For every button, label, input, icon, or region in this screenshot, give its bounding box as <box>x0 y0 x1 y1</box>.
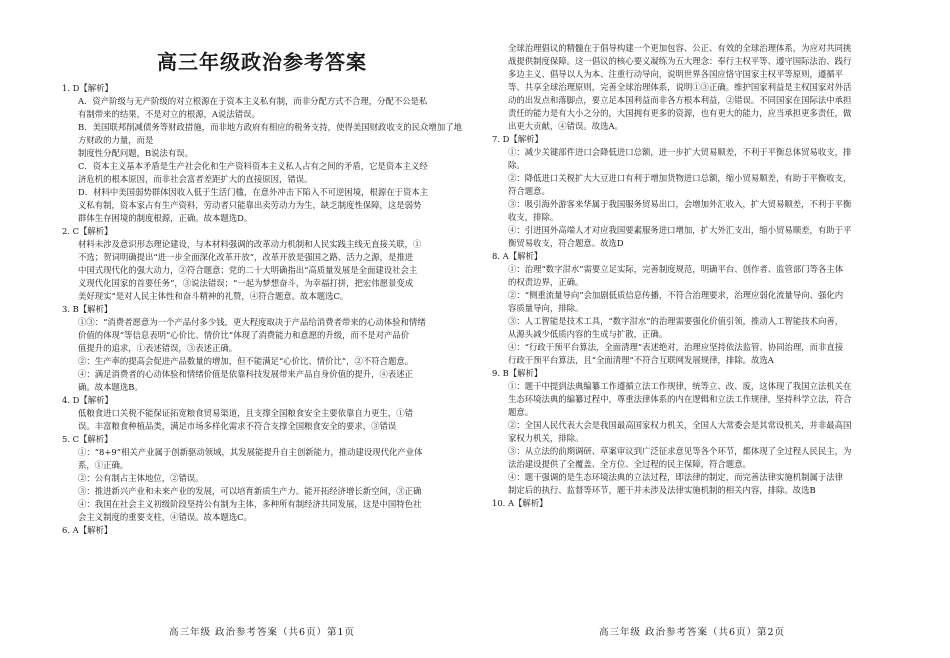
answer-line: ②：降低进口关税扩大大豆进口有利于增加货物进口总额，缩小贸易顺差，有助于平衡收支， <box>508 173 852 183</box>
answer-line: 中国式现代化的强大动力，②符合题意；党的二十大明确指出“高质量发展是全面建设社会主 <box>78 265 418 275</box>
question-number-line: 6. A【解析】 <box>62 525 113 535</box>
question-number-line: 9. B【解析】 <box>492 368 543 378</box>
answer-line: 确。故本题选B。 <box>78 382 143 392</box>
answer-line: ④：引进国外高端人才对应我国要素服务进口增加，扩大外汇支出，缩小贸易顺差，有助于平 <box>508 225 852 235</box>
answer-line: B．美国联邦削减债务等财政措施，而非地方政府有相应的税务支持，使得美国财政收支的民众增加了地方财政的力量，而是 <box>78 122 462 145</box>
answer-line: ①：治理“数字泔水”需要立足实际，完善制度规范，明确平台、创作者、监管部门等各主体 <box>508 264 844 274</box>
answer-line: 群体生存困境的制度根源，正确。故本题选D。 <box>78 213 253 223</box>
answer-line: 价值的体现”等信息表明“心价比、情价比”体现了消费能力和意愿的升级，而不是对产品价 <box>78 330 410 340</box>
footer-page-1: 高三年级 政治参考答案（共6页）第1页 <box>168 627 356 638</box>
left-answers <box>62 82 462 537</box>
answer-line: 符合题意。 <box>508 186 550 196</box>
answer-line: 多边主义、倡导以人为本、注重行动导向，说明世界各国应恪守国家主权平等原则，遵循平 <box>508 69 843 79</box>
answer-line: 法治建设提供了全覆盖、全方位、全过程的民主保障，符合题意。 <box>508 459 751 469</box>
answer-line: 行政干预平台算法，且“全面清理”不符合互联网发展规律，排除。故选A <box>508 355 774 365</box>
answer-line: ④：“行政干预平台算法，全面清理”表述绝对，治理应坚持依法监管、协同治理，而非直接 <box>508 342 844 352</box>
answer-line: 误。丰富粮食种植品类，满足市场多样化需求不符合支撑全国粮食安全的要求，③错误 <box>78 421 397 431</box>
answer-line: ①③：“消费者愿意为一个产品付多少钱，更大程度取决于产品给消费者带来的心动体验和情绪 <box>78 317 426 327</box>
question-number-line: 5. C【解析】 <box>62 434 113 444</box>
answer-line: 的权责边界，正确。 <box>508 277 584 287</box>
question-number-line: 3. B【解析】 <box>62 304 113 314</box>
answer-line: D．材料中美国弱势群体因收入低于生活门槛，在意外冲击下陷入不可逆困境，根源在于资本主 <box>78 187 429 197</box>
answer-line: ③：从立法的前期调研、草案审议到广泛征求意见等各个环节，都体现了全过程人民民主，为 <box>508 446 852 456</box>
answer-line: ②：“侧重流量导向”会加剧低质信息传播，不符合治理要求，治理应弱化流量导向、强化内 <box>508 290 844 300</box>
answer-line: ②：公有制占主体地位，②错误。 <box>78 473 204 483</box>
answer-line: 收支，排除。 <box>508 212 559 222</box>
answer-line: ④：题干强调的是生态环境法典的立法过程，即法律的制定，而完善法律实施机制属于法律 <box>508 472 843 482</box>
answer-line: 题意。 <box>508 407 534 417</box>
question-number-line: 8. A【解析】 <box>492 251 543 261</box>
answer-line: ④：满足消费者的心动体验和情绪价值是依靠科技发展带来产品自身价值的提升，④表述正 <box>78 369 413 379</box>
question-number-line: 4. D【解析】 <box>62 395 113 405</box>
answer-line: ③：吸引海外游客来华属于我国服务贸易出口，会增加外汇收入，扩大贸易顺差，不利于平衡 <box>508 199 852 209</box>
question-number-line: 7. D【解析】 <box>492 134 543 144</box>
answer-line: 全球治理倡议的精髓在于倡导构建一个更加包容、公正、有效的全球治理体系，为应对共同挑 <box>508 43 852 53</box>
answer-line: 家权力机关，排除。 <box>508 433 584 443</box>
right-answers <box>492 42 892 510</box>
answer-line: C．资本主义基本矛盾是生产社会化和生产资料资本主义私人占有之间的矛盾，它是资本主义经 <box>78 161 428 171</box>
answer-line: 生态环境法典的编纂过程中，尊重法律体系的内在逻辑和立法工作规律，坚持科学立法，符合 <box>508 394 852 404</box>
answer-line: 义私有制，资本家占有生产资料，劳动者只能靠出卖劳动力为生，缺乏制度性保障，这是弱势 <box>78 200 422 210</box>
answer-line: 不选；贺词明确提出“进一步全面深化改革开放”，改革开放是强国之路、活力之源，是推进 <box>78 252 414 262</box>
answer-line: 材料未涉及意识形态理论建设，与本材料强调的改革动力机制和人民实践主线无直接关联，① <box>78 239 422 249</box>
answer-line: 制定后的执行、监督等环节，题干并未涉及法律实施机制的相关内容，排除。故选B <box>508 485 816 495</box>
answer-line: 等、共享全球治理原则，完善全球治理体系，说明①③正确。维护国家利益是主权国家对外活 <box>508 82 852 92</box>
answer-line: 战提供制度保障。这一倡议的核心要义凝练为五大理念：奉行主权平等、遵守国际法治、践行 <box>508 56 852 66</box>
answer-line: 低粮食进口关税不能保证拓宽粮食贸易渠道，且支撑全国粮食安全主要依靠自力更生，①错 <box>78 408 413 418</box>
question-number-line: 1. D【解析】 <box>62 83 113 93</box>
answer-line: 除。 <box>508 160 525 170</box>
document-title: 高三年级政治参考答案 <box>157 50 367 74</box>
question-number-line: 2. C【解析】 <box>62 226 113 236</box>
answer-line: 济危机的根本原因，而非社会富者差距扩大的直接原因，错误。 <box>78 174 313 184</box>
answer-line: 有制带来的结果，不是对立的根源，A说法错误。 <box>78 109 260 119</box>
answer-line: 义现代化国家的首要任务”，③说法错误；“一起为梦想奋斗，为幸福打拼，把宏伟愿景变成 <box>78 278 414 288</box>
answer-line: ③：推进新兴产业和未来产业的发展，可以培育新质生产力。能开拓经济增长新空间，③正确 <box>78 486 422 496</box>
answer-line: ①：题干中提到法典编纂工作遵循立法工作规律，统等立、改、废，这体现了我国立法机关在 <box>508 381 852 391</box>
answer-line: ④：我国在社会主义初级阶段坚持公有制为主体，多种所有制经济共同发展，这是中国特色社 <box>78 499 422 509</box>
answer-line: A．资产阶级与无产阶级的对立根源在于资本主义私有制，而非分配方式不合理，分配不公是私 <box>78 96 428 106</box>
answer-line: ②：生产率的提高会促进产品数量的增加，但不能满足“心价比、情价比”，②不符合题意。 <box>78 356 414 366</box>
footer-page-2: 高三年级 政治参考答案（共6页）第2页 <box>598 627 786 638</box>
answer-line: 美好现实”是对人民主体性和奋斗精神的礼赞，④符合题意。故本题选C。 <box>78 291 349 301</box>
answer-line: 制度性分配问题，B说法有误。 <box>78 148 194 158</box>
answer-line: 动的出发点和落脚点，要立足本国利益而非各方根本利益，②错误。不同国家在国际法中承担 <box>508 95 852 105</box>
answer-line: 从源头减少低质内容的生成与扩散，正确。 <box>508 329 668 339</box>
answer-line: 出更大贡献，④错误。故选A。 <box>508 121 623 131</box>
answer-line: ③：人工智能是技术工具，“数字泔水”的治理需要强化价值引领，推动人工智能技术向善， <box>508 316 844 326</box>
question-number-line: 10. A【解析】 <box>492 498 548 508</box>
answer-line: 衡贸易收支，符合题意。故选D <box>508 238 624 248</box>
answer-line: ②：全国人民代表大会是我国最高国家权力机关，全国人大常委会是其常设机关，并非最高国 <box>508 420 852 430</box>
answer-line: ①：“8+9”相关产业属于创新驱动领域，其发展能提升自主创新能力，推动建设现代化产业体 <box>78 447 423 457</box>
answer-line: 容质量导向，排除。 <box>508 303 584 313</box>
answer-line: 会主义制度的重要支柱，④错误。故本题选C。 <box>78 512 252 522</box>
answer-line: 值提升的追求，①表述错误，③表述正确。 <box>78 343 238 353</box>
answer-line: ①：减少关键部件进口会降低进口总额，进一步扩大贸易顺差，不利于平衡总体贸易收支，排 <box>508 147 852 157</box>
answer-line: 系，①正确。 <box>78 460 129 470</box>
answer-line: 责任的能力是有大小之分的，大国拥有更多的资源，也有更大的能力，应当承担更多责任，做 <box>508 108 852 118</box>
